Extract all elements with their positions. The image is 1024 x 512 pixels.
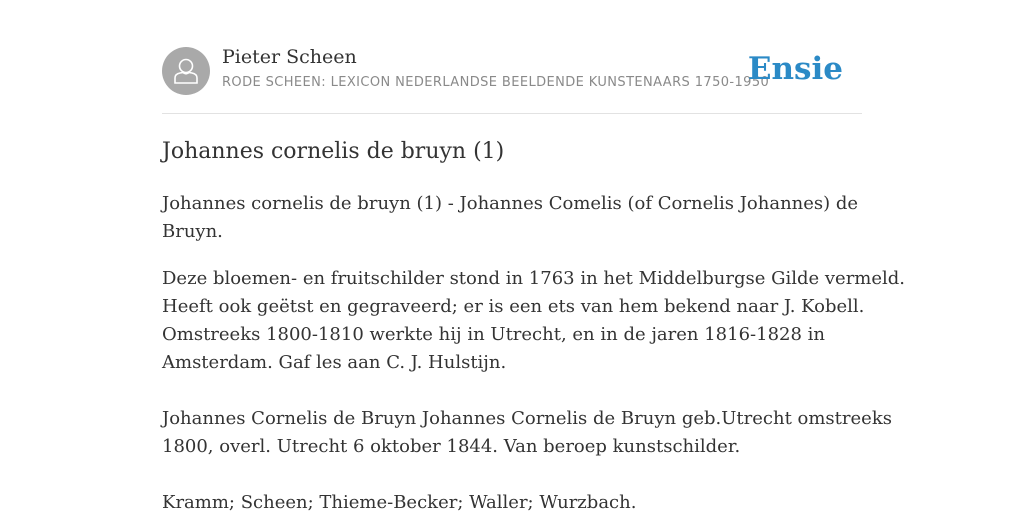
spacer: [162, 377, 862, 405]
birth-death-paragraph: [162, 405, 892, 461]
text-line: Heeft ook geëtst en gegraveerd; er is een ets van hem bekend naar J. Kobell.: [162, 296, 865, 317]
user-avatar-icon[interactable]: [162, 47, 210, 95]
text-line: Amsterdam. Gaf les aan C. J. Hulstijn.: [162, 352, 507, 373]
text-line: Johannes Cornelis de Bruyn Johannes Cornelis de Bruyn geb.Utrecht omstreeks: [162, 408, 892, 429]
author-name[interactable]: Pieter Scheen: [222, 46, 357, 68]
author-header: [162, 46, 862, 114]
biography-paragraph: [162, 265, 906, 377]
text-line: 1800, overl. Utrecht 6 oktober 1844. Van beroep kunstschilder.: [162, 436, 741, 457]
article-body: [162, 190, 906, 512]
ensie-logo[interactable]: Ensie: [747, 51, 843, 87]
source-title[interactable]: RODE SCHEEN: LEXICON NEDERLANDSE BEELDENDE KUNSTENAARS 1750-1950: [222, 75, 770, 90]
text-line: Omstreeks 1800-1810 werkte hij in Utrecht, en in de jaren 1816-1828 in: [162, 324, 825, 345]
sources-paragraph: [162, 489, 862, 512]
article-title: Johannes cornelis de bruyn (1): [162, 139, 505, 164]
spacer: [162, 461, 862, 489]
text-line: Kramm; Scheen; Thieme-Becker; Waller; Wurzbach.: [162, 492, 637, 512]
text-line: Deze bloemen- en fruitschilder stond in 1763 in het Middelburgse Gilde vermeld.: [162, 268, 906, 289]
intro-paragraph: Johannes cornelis de bruyn (1) - Johannes Comelis (of Cornelis Johannes) de Bruyn.: [162, 193, 859, 242]
